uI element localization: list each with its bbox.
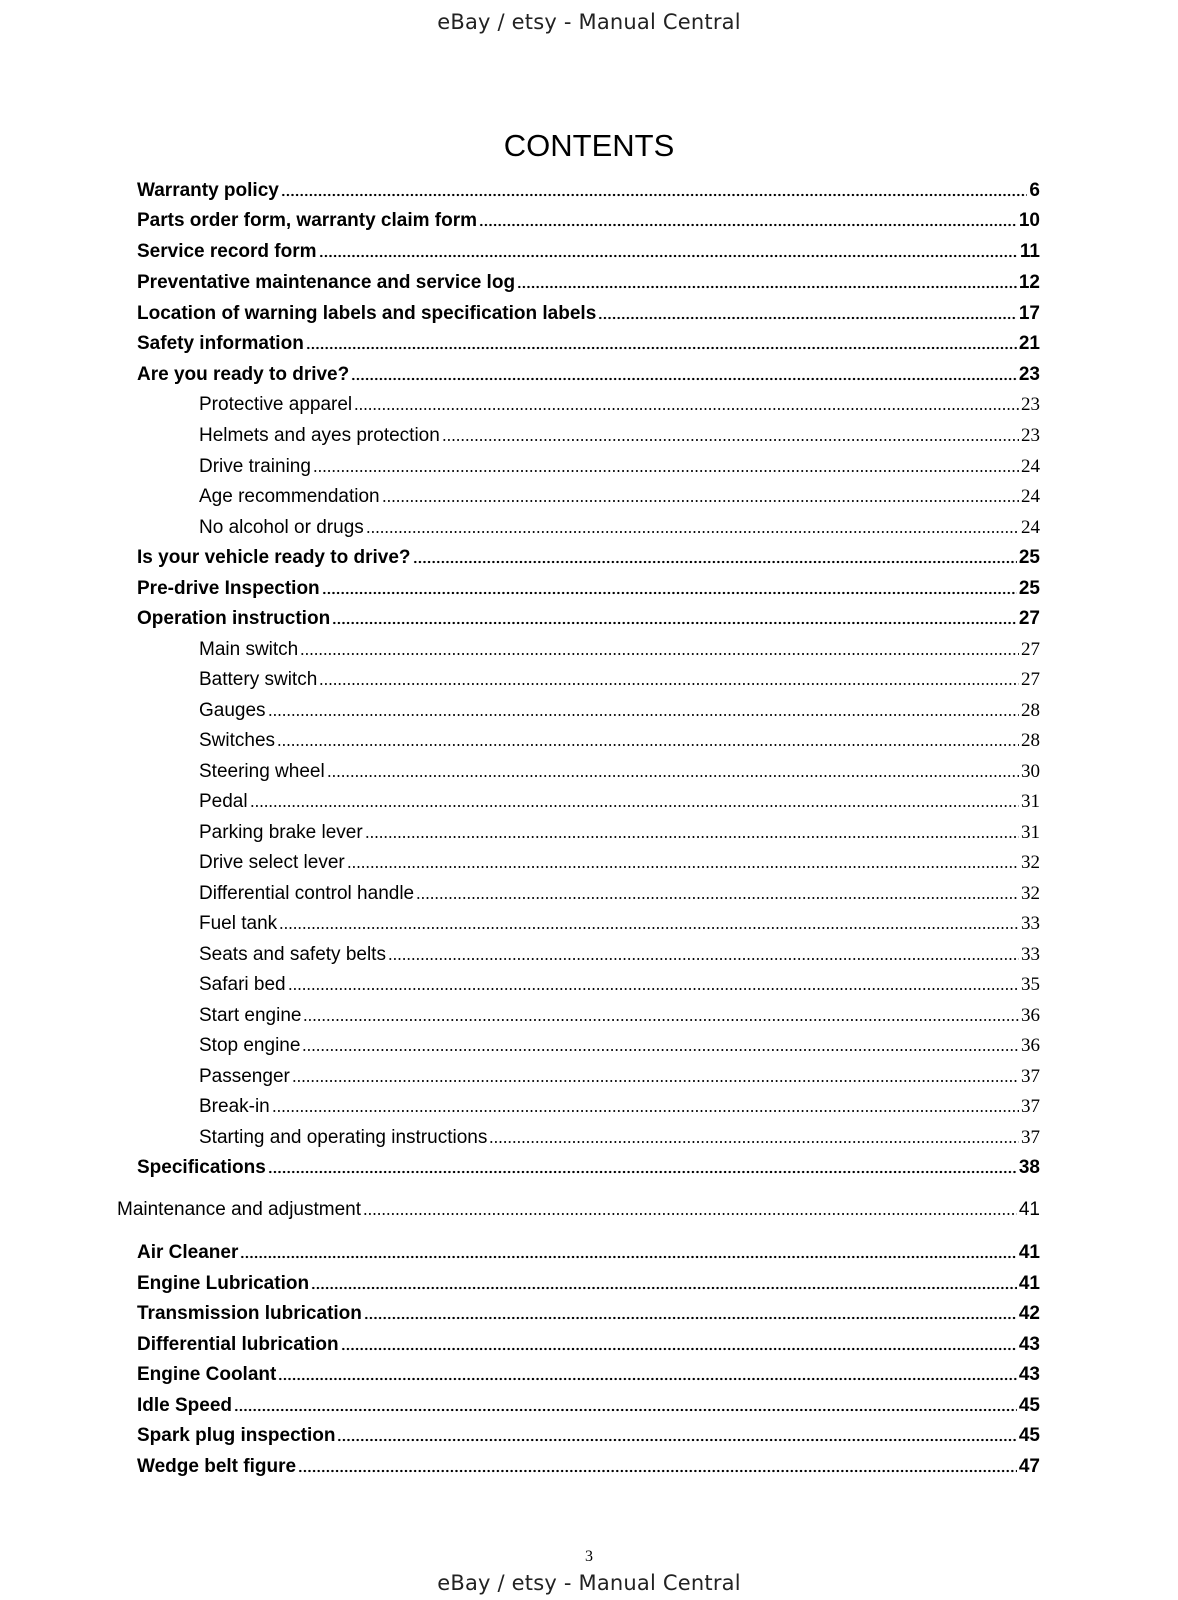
toc-label: Are you ready to drive? (137, 364, 350, 385)
dot-leader (364, 1316, 1017, 1320)
toc-label: Preventative maintenance and service log (137, 272, 516, 293)
dot-leader (313, 469, 1019, 473)
toc-label: Service record form (137, 241, 317, 262)
toc-page-number: 41 (1018, 1242, 1040, 1263)
dot-leader (279, 926, 1019, 930)
toc-entry-steering-wheel (199, 759, 1040, 783)
toc-entry-service-record-form (137, 239, 1040, 263)
toc-entry-differential-control (199, 881, 1040, 905)
toc-entry-starting-operating (199, 1125, 1040, 1149)
dot-leader (363, 1212, 1017, 1216)
toc-entry-break-in (199, 1094, 1040, 1118)
toc-entry-battery-switch (199, 667, 1040, 691)
dot-leader (292, 1079, 1019, 1083)
toc-entry-switches (199, 728, 1040, 752)
toc-entry-air-cleaner (137, 1240, 1040, 1264)
toc-label: Break-in (199, 1096, 270, 1117)
dot-leader (234, 1408, 1017, 1412)
toc-entry-ready-to-drive (137, 362, 1040, 386)
toc-page-number: 41 (1018, 1199, 1040, 1220)
toc-entry-warranty-policy (137, 178, 1040, 202)
toc-label: Is your vehicle ready to drive? (137, 547, 411, 568)
toc-page-number: 11 (1019, 241, 1040, 262)
toc-label: Location of warning labels and specification labels (137, 303, 597, 324)
dot-leader (354, 407, 1019, 411)
dot-leader (489, 1140, 1019, 1144)
toc-page-number: 25 (1018, 578, 1040, 599)
toc-entry-parking-brake-lever (199, 820, 1040, 844)
toc-page-number: 24 (1021, 486, 1040, 507)
toc-page-number: 45 (1018, 1395, 1040, 1416)
dot-leader (268, 1170, 1017, 1174)
toc-label: Passenger (199, 1066, 290, 1087)
dot-leader (240, 1255, 1016, 1259)
toc-page-number: 27 (1021, 669, 1040, 690)
toc-entry-helmets (199, 423, 1040, 447)
toc-page-number: 32 (1021, 883, 1040, 904)
toc-entry-age-recommendation (199, 484, 1040, 508)
toc-label: Start engine (199, 1005, 302, 1026)
toc-label: No alcohol or drugs (199, 517, 364, 538)
dot-leader (341, 1347, 1017, 1351)
toc-entry-stop-engine (199, 1033, 1040, 1057)
footer-watermark: eBay / etsy - Manual Central (437, 1571, 741, 1595)
toc-label: Stop engine (199, 1035, 301, 1056)
dot-leader (416, 896, 1019, 900)
toc-page-number: 24 (1021, 456, 1040, 477)
toc-label: Idle Speed (137, 1395, 233, 1416)
dot-leader (332, 621, 1017, 625)
toc-label: Protective apparel (199, 394, 353, 415)
toc-page-number: 28 (1021, 700, 1040, 721)
toc-label: Safari bed (199, 974, 286, 995)
dot-leader (306, 346, 1017, 350)
dot-leader (302, 1048, 1019, 1052)
toc-entry-main-switch (199, 637, 1040, 661)
dot-leader (365, 835, 1019, 839)
toc-label: Parking brake lever (199, 822, 363, 843)
dot-leader (598, 316, 1017, 320)
dot-leader (303, 1018, 1019, 1022)
dot-leader (479, 223, 1017, 227)
toc-page-number: 24 (1021, 517, 1040, 538)
dot-leader (366, 530, 1019, 534)
toc-label: Age recommendation (199, 486, 380, 507)
toc-page-number: 35 (1021, 974, 1040, 995)
toc-label: Engine Coolant (137, 1364, 277, 1385)
toc-page-number: 30 (1021, 761, 1040, 782)
toc-entry-transmission-lubrication (137, 1301, 1040, 1325)
toc-entry-seats-and-belts (199, 942, 1040, 966)
dot-leader (311, 1286, 1017, 1290)
dot-leader (337, 1438, 1016, 1442)
toc-entry-drive-select-lever (199, 850, 1040, 874)
toc-page-number: 36 (1021, 1035, 1040, 1056)
dot-leader (413, 560, 1017, 564)
toc-entry-pre-drive-inspection (137, 576, 1040, 600)
toc-page-number: 6 (1029, 180, 1040, 201)
toc-page-number: 32 (1021, 852, 1040, 873)
dot-leader (347, 865, 1019, 869)
toc-page-number: 42 (1018, 1303, 1040, 1324)
dot-leader (250, 804, 1019, 808)
toc-label: Helmets and ayes protection (199, 425, 440, 446)
toc-page-number: 23 (1021, 394, 1040, 415)
toc-page-number: 33 (1021, 913, 1040, 934)
toc-entry-idle-speed (137, 1393, 1040, 1417)
toc-label: Safety information (137, 333, 304, 354)
toc-entry-no-alcohol (199, 515, 1040, 539)
toc-entry-specifications (137, 1155, 1040, 1179)
toc-entry-vehicle-ready (137, 545, 1040, 569)
dot-leader (327, 774, 1019, 778)
toc-page-number: 33 (1021, 944, 1040, 965)
toc-entry-wedge-belt-figure (137, 1454, 1040, 1478)
toc-entry-safari-bed (199, 972, 1040, 996)
toc-label: Fuel tank (199, 913, 278, 934)
toc-entry-engine-coolant (137, 1362, 1040, 1386)
toc-page-number: 31 (1021, 791, 1040, 812)
toc-entry-protective-apparel (199, 392, 1040, 416)
toc-page-number: 25 (1018, 547, 1040, 568)
dot-leader (319, 682, 1019, 686)
toc-label: Switches (199, 730, 276, 751)
toc-label: Parts order form, warranty claim form (137, 210, 477, 231)
toc-label: Pre-drive Inspection (137, 578, 320, 599)
dot-leader (442, 438, 1019, 442)
toc-entry-operation-instruction (137, 606, 1040, 630)
dot-leader (351, 377, 1017, 381)
toc-entry-pedal (199, 789, 1040, 813)
dot-leader (382, 499, 1019, 503)
dot-leader (388, 957, 1019, 961)
toc-page-number: 27 (1018, 608, 1040, 629)
toc-label: Specifications (137, 1157, 266, 1178)
dot-leader (268, 713, 1019, 717)
toc-label: Differential lubrication (137, 1334, 339, 1355)
toc-label: Engine Lubrication (137, 1273, 310, 1294)
toc-entry-safety-information (137, 331, 1040, 355)
toc-entry-preventative-maintenance (137, 270, 1040, 294)
toc-page-number: 23 (1021, 425, 1040, 446)
toc-label: Operation instruction (137, 608, 331, 629)
toc-label: Battery switch (199, 669, 318, 690)
toc-label: Gauges (199, 700, 266, 721)
dot-leader (278, 1377, 1017, 1381)
toc-entry-fuel-tank (199, 911, 1040, 935)
toc-page-number: 27 (1021, 639, 1040, 660)
toc-page-number: 31 (1021, 822, 1040, 843)
toc-page-number: 10 (1018, 210, 1040, 231)
toc-label: Transmission lubrication (137, 1303, 362, 1324)
toc-page-number: 43 (1018, 1334, 1040, 1355)
toc-page-number: 36 (1021, 1005, 1040, 1026)
toc-entry-parts-order-form (137, 208, 1040, 232)
page-number: 3 (585, 1548, 593, 1565)
toc-entry-location-of-labels (137, 301, 1040, 325)
toc-entry-spark-plug-inspection (137, 1423, 1040, 1447)
page-title: CONTENTS (503, 128, 675, 163)
toc-label: Maintenance and adjustment (117, 1199, 361, 1220)
toc-label: Drive training (199, 456, 311, 477)
toc-page-number: 43 (1018, 1364, 1040, 1385)
toc-page-number: 28 (1021, 730, 1040, 751)
toc-label: Pedal (199, 791, 248, 812)
toc-entry-start-engine (199, 1003, 1040, 1027)
toc-entry-engine-lubrication (137, 1271, 1040, 1295)
dot-leader (319, 254, 1018, 258)
toc-label: Differential control handle (199, 883, 415, 904)
toc-page-number: 37 (1021, 1066, 1040, 1087)
dot-leader (277, 743, 1019, 747)
header-watermark: eBay / etsy - Manual Central (437, 10, 741, 34)
toc-label: Starting and operating instructions (199, 1127, 488, 1148)
dot-leader (272, 1109, 1019, 1113)
toc-page-number: 38 (1018, 1157, 1040, 1178)
toc-label: Steering wheel (199, 761, 325, 782)
toc-page-number: 41 (1018, 1273, 1040, 1294)
toc-page-number: 37 (1021, 1127, 1040, 1148)
dot-leader (298, 1469, 1017, 1473)
dot-leader (300, 652, 1019, 656)
dot-leader (322, 591, 1017, 595)
toc-label: Spark plug inspection (137, 1425, 336, 1446)
toc-page-number: 17 (1018, 303, 1040, 324)
toc-page-number: 45 (1018, 1425, 1040, 1446)
toc-label: Main switch (199, 639, 299, 660)
toc-entry-maintenance-adjustment (117, 1197, 1040, 1221)
toc-label: Wedge belt figure (137, 1456, 297, 1477)
toc-page-number: 37 (1021, 1096, 1040, 1117)
toc-label: Warranty policy (137, 180, 279, 201)
toc-entry-passenger (199, 1064, 1040, 1088)
toc-label: Seats and safety belts (199, 944, 386, 965)
dot-leader (517, 285, 1017, 289)
toc-label: Air Cleaner (137, 1242, 239, 1263)
toc-entry-gauges (199, 698, 1040, 722)
toc-entry-drive-training (199, 454, 1040, 478)
toc-page-number: 23 (1018, 364, 1040, 385)
dot-leader (281, 193, 1028, 197)
toc-page-number: 21 (1018, 333, 1040, 354)
toc-entry-differential-lubrication (137, 1332, 1040, 1356)
toc-page-number: 12 (1018, 272, 1040, 293)
dot-leader (288, 987, 1019, 991)
toc-label: Drive select lever (199, 852, 345, 873)
toc-page-number: 47 (1018, 1456, 1040, 1477)
